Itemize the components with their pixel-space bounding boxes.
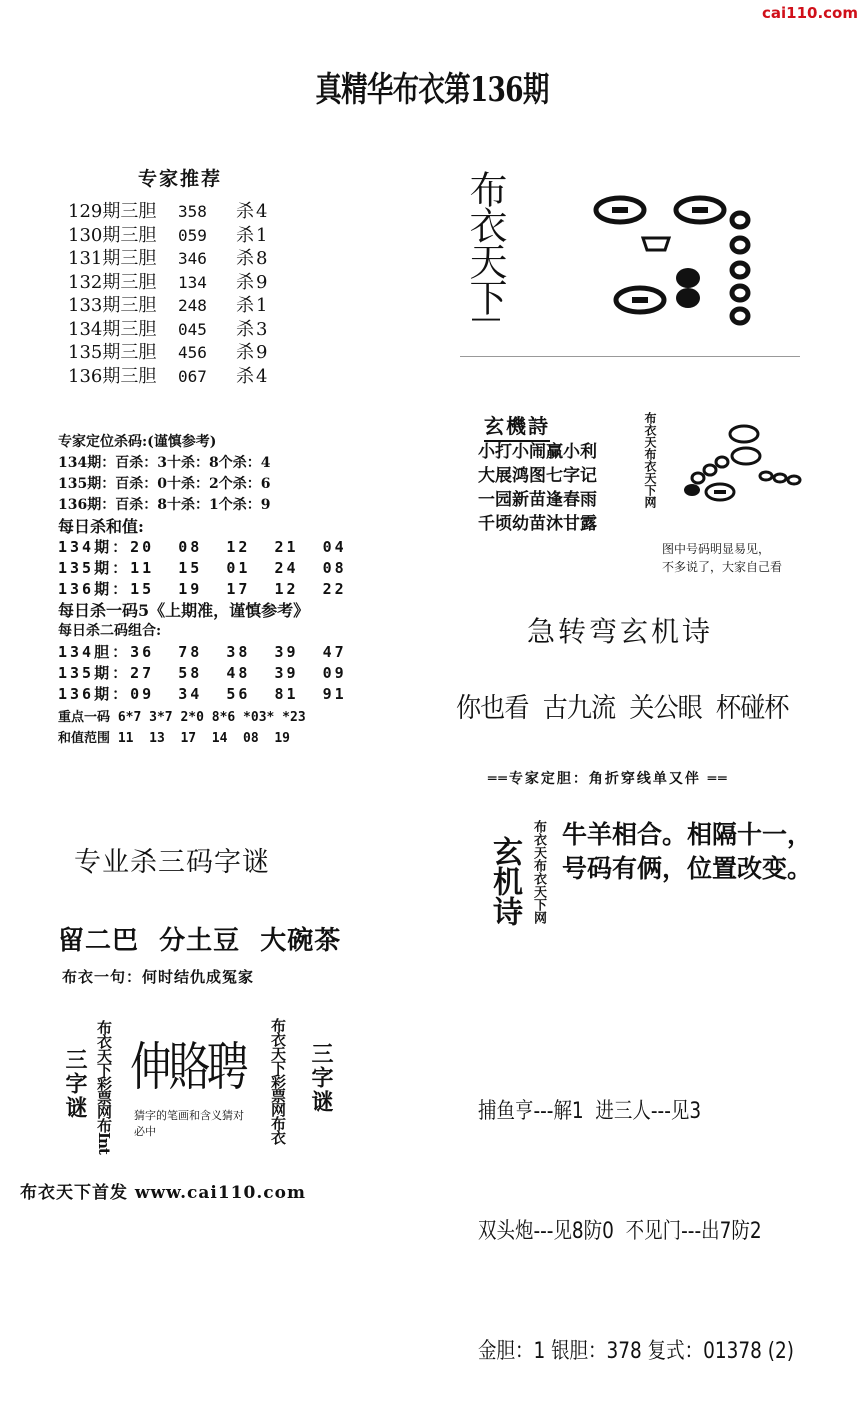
fish-block	[478, 1012, 794, 1412]
kill-number: 1	[256, 295, 268, 316]
expert-numbers: 067	[178, 366, 207, 386]
expert-row	[68, 271, 267, 295]
position-kill-row: 136期：百杀：8十杀：1个杀：9	[58, 497, 271, 513]
key-code-row: 重点一码 6*7 3*7 2*0 8*6 *03* *23	[58, 710, 306, 725]
expert-period: 130期三胆	[68, 224, 157, 246]
daily-two-row: 136期：09 34 56 81 91	[58, 685, 347, 703]
expert-period: 135期三胆	[68, 342, 157, 363]
expert-numbers: 358	[178, 202, 207, 221]
riddle-title: 专业杀三码字谜	[74, 847, 270, 878]
xuanji-poem-label: 玄机诗	[487, 836, 522, 926]
expert-row	[68, 365, 267, 389]
expert-row	[68, 318, 267, 342]
buyi-tianxia-vertical: 布衣天下I	[463, 170, 507, 324]
kill-label: 杀	[236, 342, 254, 363]
coins-picture	[588, 190, 758, 330]
poem-line: 一园新苗逢春雨	[478, 490, 597, 510]
site-name-vertical-2: 布衣天布衣天下网	[531, 820, 546, 924]
kill-label: 杀	[236, 318, 254, 340]
daily-sum-row: 135期：11 15 01 24 08	[58, 559, 347, 577]
expert-row	[68, 224, 267, 248]
position-kill-block	[58, 432, 347, 749]
poem-line: 千顷幼苗沐甘露	[478, 514, 597, 534]
poem-line: 小打小闹赢小利	[478, 442, 597, 462]
expert-period: 129期三胆	[68, 201, 157, 222]
buyi-one-line: 布衣一句：何时结仇成冤家	[62, 968, 255, 986]
expert-row	[68, 294, 267, 318]
site-name-vertical-small: 布衣天布衣天下网	[643, 412, 657, 508]
xuanji-poem-line: 牛羊相合。相隔十一，	[562, 820, 813, 849]
divider	[460, 356, 800, 357]
coins-picture-small	[676, 420, 806, 510]
expert-period: 136期三胆	[68, 365, 157, 387]
kill-label: 杀	[236, 201, 254, 222]
kill-number: 3	[256, 318, 268, 340]
expert-list	[68, 200, 267, 388]
page-title: 真精华布衣第136期	[315, 70, 549, 110]
kill-label: 杀	[236, 224, 254, 246]
poem-title: 玄機詩	[484, 410, 550, 442]
kill-label: 杀	[236, 365, 254, 387]
position-kill-heading: 专家定位杀码:(谨慎参考)	[58, 434, 217, 450]
expert-period: 132期三胆	[68, 271, 157, 293]
daily-two-heading: 每日杀二码组合:	[58, 623, 162, 639]
daily-kill-one: 每日杀一码5《上期准，谨慎参考》	[58, 601, 310, 620]
position-kill-row: 134期：百杀：3十杀：8个杀：4	[58, 455, 271, 471]
san-zi-mi-left: 三字谜	[62, 1048, 88, 1120]
poem-lines	[478, 440, 597, 536]
picture-note-line: 不多说了，大家自己看	[662, 560, 783, 574]
daily-sum-row: 136期：15 19 17 12 22	[58, 580, 347, 598]
kill-number: 1	[256, 224, 268, 246]
expert-heading: 专家推荐	[138, 168, 223, 190]
xuanji-poem-line: 号码有俩，位置改变。	[562, 854, 813, 883]
daily-two-row: 134胆：36 78 38 39 47	[58, 643, 347, 661]
daily-sum-row: 134期：20 08 12 21 04	[58, 538, 347, 556]
kill-label: 杀	[236, 271, 254, 293]
expert-period: 131期三胆	[68, 248, 157, 269]
kill-number: 8	[256, 248, 268, 269]
sum-range-row: 和值范围 11 13 17 14 08 19	[58, 731, 291, 746]
position-kill-row: 135期：百杀：0十杀：2个杀：6	[58, 476, 271, 492]
riddle-banner: 你也看 古九流 关公眼 杯碰杯	[456, 693, 789, 724]
kill-number: 9	[256, 271, 268, 293]
expert-numbers: 045	[178, 319, 207, 339]
fish-line: 捕鱼亨---解1 进三人---见3	[478, 1099, 702, 1124]
expert-numbers: 456	[178, 343, 207, 362]
riddle-poem-title: 急转弯玄机诗	[527, 615, 714, 648]
expert-period: 133期三胆	[68, 295, 157, 316]
san-zi-mi-right: 三字谜	[308, 1042, 334, 1114]
daily-sum-heading: 每日杀和值:	[58, 517, 144, 536]
expert-numbers: 248	[178, 296, 207, 315]
expert-numbers: 346	[178, 249, 207, 268]
fish-line: 双头炮---见8防0 不见门---出7防2	[478, 1219, 762, 1244]
picture-note	[662, 540, 782, 576]
kill-label: 杀	[236, 295, 254, 316]
expert-row	[68, 200, 267, 224]
riddle-big-characters: 伸賂聘	[130, 1038, 246, 1098]
riddle-hint: 猜字的笔画和含义猜对必中	[134, 1109, 244, 1138]
expert-row	[68, 341, 267, 365]
expert-period: 134期三胆	[68, 318, 157, 340]
site-name-vertical-left: 布衣天下彩票网布Int	[95, 1020, 113, 1154]
fish-line: 金胆：1 银胆：378 复式：01378 (2)	[478, 1339, 794, 1364]
daily-two-row: 135期：27 58 48 39 09	[58, 664, 347, 682]
riddle-answer: 留二巴 分土豆 大碗茶	[58, 926, 342, 956]
expert-row	[68, 247, 267, 271]
expert-numbers: 059	[178, 225, 207, 245]
site-watermark: cai110.com	[762, 4, 858, 22]
site-name-vertical-right: 布衣天下彩票网布衣	[269, 1018, 287, 1144]
footer: 布衣天下首发 www.cai110.com	[20, 1183, 306, 1203]
poem-line: 大展鸿图七字记	[478, 466, 597, 486]
expert-numbers: 134	[178, 272, 207, 292]
kill-number: 4	[256, 365, 268, 387]
picture-note-line: 图中号码明显易见，	[662, 542, 771, 556]
expert-dan-line: ══专家定胆：角折穿线单又伴 ══	[488, 771, 729, 787]
kill-number: 9	[256, 342, 268, 363]
kill-label: 杀	[236, 248, 254, 269]
xuanji-poem-text	[562, 818, 812, 886]
kill-number: 4	[256, 201, 268, 222]
